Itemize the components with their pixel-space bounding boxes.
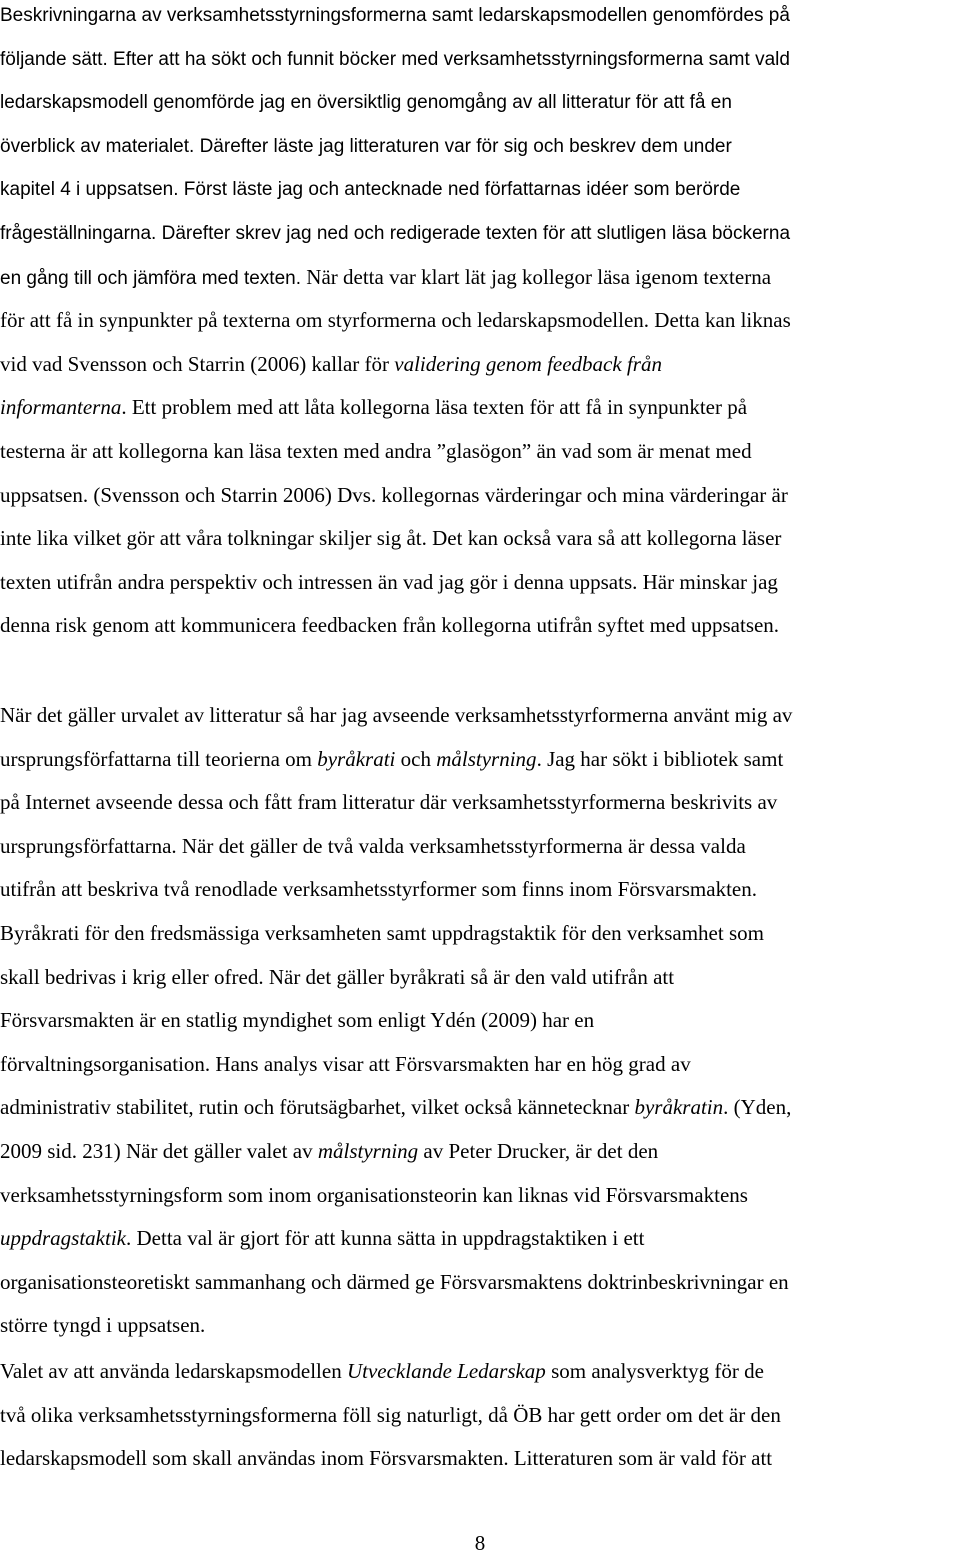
text-segment: en gång till och jämföra med texten.	[0, 267, 307, 289]
text-segment: frågeställningarna. Därefter skrev jag ned och redigerade texten för att slutligen läsa böckerna	[0, 223, 791, 244]
text-line	[0, 174, 740, 204]
emphasized-text: byråkratin	[634, 1095, 724, 1120]
text-line	[0, 0, 790, 30]
text-line	[0, 874, 757, 904]
text-line	[0, 1223, 644, 1253]
text-segment: ledarskapsmodell genomförde jag en översiktlig genomgång av all litteratur för att få en	[0, 92, 732, 114]
text-segment: texten utifrån andra perspektiv och intressen än vad jag gör i denna uppsats. Här minskar jag	[0, 569, 778, 594]
text-line	[0, 305, 791, 335]
text-line	[0, 1443, 772, 1473]
text-segment: förvaltningsorganisation. Hans analys visar att Försvarsmakten har en hög grad av	[0, 1051, 691, 1076]
text-segment: av Peter Drucker, är det den	[418, 1139, 659, 1163]
text-line	[0, 1049, 691, 1079]
text-segment: När detta var klart lät jag kollegor läsa igenom texterna	[306, 264, 772, 289]
text-line	[0, 436, 752, 466]
text-line	[0, 787, 777, 817]
text-line	[0, 1136, 658, 1166]
text-segment: . Ett problem med att låta kollegorna läsa texten för att få in synpunkter på	[121, 395, 748, 420]
text-line	[0, 1092, 791, 1122]
text-segment: testerna är att kollegorna kan läsa texten med andra ”glasögon” än vad som är menat med	[0, 439, 752, 463]
text-line	[0, 218, 790, 248]
text-segment: organisationsteoretiskt sammanhang och därmed ge Försvarsmaktens doktrinbeskrivningar en	[0, 1269, 789, 1294]
text-segment: vid vad Svensson och Starrin (2006) kallar för	[0, 351, 395, 376]
text-segment: på Internet avseende dessa och fått fram litteratur där verksamhetsstyrformerna beskrivits av	[0, 790, 778, 815]
text-line	[0, 1267, 789, 1297]
text-segment: . Jag har sökt i bibliotek samt	[536, 746, 784, 771]
text-segment: ursprungsförfattarna till teorierna om	[0, 746, 318, 771]
text-segment: administrativ stabilitet, rutin och förutsägbarhet, vilket också kännetecknar	[0, 1095, 635, 1120]
text-segment: större tyngd i uppsatsen.	[0, 1313, 206, 1338]
text-line	[0, 1005, 594, 1035]
text-line	[0, 131, 732, 161]
text-line	[0, 1356, 764, 1386]
text-line	[0, 44, 790, 74]
emphasized-text: byråkrati	[317, 746, 396, 771]
text-line	[0, 523, 781, 553]
emphasized-text: informanterna	[0, 395, 122, 420]
text-segment: ursprungsförfattarna. När det gäller de två valda verksamhetsstyrformerna är dessa valda	[0, 833, 746, 858]
text-segment: överblick av materialet. Därefter läste jag litteraturen var för sig och beskrev dem under	[0, 135, 732, 157]
text-line	[0, 567, 778, 597]
text-segment: som analysverktyg för de	[545, 1359, 764, 1383]
emphasized-text: uppdragstaktik	[0, 1226, 126, 1251]
text-segment: Beskrivningarna av verksamhetsstyrningsformerna samt ledarskapsmodellen genomfördes på	[0, 5, 790, 26]
text-segment: uppsatsen. (Svensson och Starrin 2006) Dvs. kollegornas värderingar och mina värderingar är	[0, 482, 788, 507]
emphasized-text: validering genom feedback från	[394, 351, 662, 376]
text-line	[0, 1400, 781, 1430]
text-line	[0, 1180, 748, 1210]
page-number: 8	[474, 1531, 486, 1555]
text-segment: 2009 sid. 231) När det gäller valet av	[0, 1139, 318, 1163]
text-segment: denna risk genom att kommunicera feedbacken från kollegorna utifrån syftet med uppsatsen.	[0, 613, 780, 638]
text-line	[0, 1310, 205, 1340]
emphasized-text: målstyrning	[317, 1139, 419, 1163]
text-segment: kapitel 4 i uppsatsen. Först läste jag och antecknade ned författarnas idéer som berörde	[0, 179, 741, 201]
text-segment: inte lika vilket gör att våra tolkningar skiljer sig åt. Det kan också vara så att kollegorna läser	[0, 526, 782, 551]
text-line	[0, 262, 771, 292]
text-segment: skall bedrivas i krig eller ofred. När det gäller byråkrati så är den vald utifrån att	[0, 964, 675, 989]
text-segment: verksamhetsstyrningsform som inom organisationsteorin kan liknas vid Försvarsmaktens	[0, 1182, 748, 1207]
text-segment: Försvarsmakten är en statlig myndighet som enligt Ydén (2009) har en	[0, 1008, 595, 1033]
text-line	[0, 831, 746, 861]
text-line	[0, 349, 662, 379]
text-line	[0, 392, 747, 422]
text-line	[0, 480, 788, 510]
emphasized-text: Utvecklande Ledarskap	[346, 1359, 546, 1383]
text-line	[0, 87, 732, 117]
text-segment: . Detta val är gjort för att kunna sätta in uppdragstaktiken i ett	[126, 1226, 645, 1251]
text-line	[0, 962, 674, 992]
text-segment: två olika verksamhetsstyrningsformerna föll sig naturligt, då ÖB har gett order om det är den	[0, 1402, 781, 1427]
text-segment: utifrån att beskriva två renodlade verksamhetsstyrformer som finns inom Försvarsmakten.	[0, 877, 757, 902]
text-segment: När det gäller urvalet av litteratur så har jag avseende verksamhetsstyrformerna använt mig av	[0, 703, 793, 727]
text-segment: Valet av att använda ledarskapsmodellen	[0, 1359, 347, 1383]
text-segment: Byråkrati för den fredsmässiga verksamheten samt uppdragstaktik för den verksamhet som	[0, 921, 764, 945]
text-segment: . (Yden,	[723, 1095, 792, 1120]
text-line	[0, 918, 764, 948]
emphasized-text: målstyrning	[436, 746, 537, 771]
text-segment: följande sätt. Efter att ha sökt och funnit böcker med verksamhetsstyrningsformerna samt vald	[0, 48, 790, 70]
text-line	[0, 610, 779, 640]
text-segment: och	[395, 746, 437, 771]
text-segment: ledarskapsmodell som skall användas inom Försvarsmakten. Litteraturen som är vald för att	[0, 1446, 773, 1471]
text-line	[0, 744, 783, 774]
text-line	[0, 700, 792, 730]
text-segment: för att få in synpunkter på texterna om styrformerna och ledarskapsmodellen. Detta kan liknas	[0, 308, 791, 333]
